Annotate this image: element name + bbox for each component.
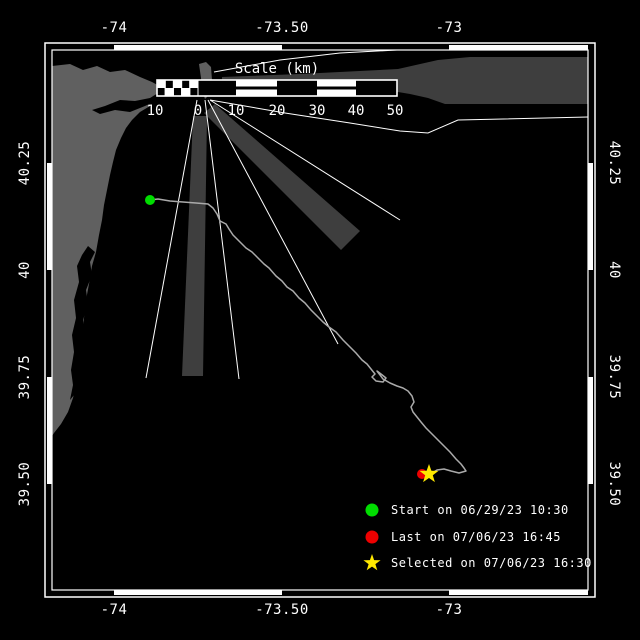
start-legend-icon: [361, 500, 383, 520]
selected-legend-icon: [361, 553, 383, 573]
lat-label-right: 40: [606, 261, 622, 279]
legend-item-start: [361, 500, 569, 520]
radar-beam-south: [182, 116, 207, 376]
lon-label-bottom: -73.50: [255, 602, 309, 618]
legend-last-label: Last on 07/06/23 16:45: [391, 530, 561, 544]
lat-label-left: 39.50: [17, 461, 33, 507]
lat-label-left: 40.25: [17, 140, 33, 186]
legend-selected-label: Selected on 07/06/23 16:30: [391, 556, 592, 570]
lat-label-left: 39.75: [17, 354, 33, 400]
lat-label-left: 40: [17, 261, 33, 279]
legend-start-label: Start on 06/29/23 10:30: [391, 503, 569, 517]
lon-label-top: -74: [100, 20, 128, 36]
lon-label-bottom: -74: [100, 602, 128, 618]
radar-beam-southeast: [204, 104, 360, 250]
start-position-marker[interactable]: [145, 195, 155, 205]
scale-bar-tick-label: 40: [347, 103, 365, 119]
selected-position-marker[interactable]: [420, 464, 439, 482]
lat-label-right: 39.50: [606, 461, 622, 507]
scale-bar: [147, 61, 404, 119]
legend-item-last: [361, 527, 561, 547]
lon-label-top: -73.50: [255, 20, 309, 36]
new-jersey-coast: [52, 64, 163, 436]
scale-bar-title: Scale (km): [234, 61, 320, 77]
scale-bar-tick-label: 30: [308, 103, 326, 119]
scale-bar-tick-label: 0: [193, 103, 203, 119]
lat-label-right: 39.75: [606, 354, 622, 400]
scale-bar-tick-label: 50: [386, 103, 404, 119]
lat-label-right: 40.25: [606, 140, 622, 186]
legend-item-selected: [361, 553, 592, 573]
scale-bar-tick-label: 10: [146, 103, 164, 119]
last-legend-icon: [361, 527, 383, 547]
lon-label-bottom: -73: [435, 602, 463, 618]
scale-bar-tick-label: 20: [268, 103, 286, 119]
scale-bar-tick-label: 10: [227, 103, 245, 119]
lon-label-top: -73: [435, 20, 463, 36]
